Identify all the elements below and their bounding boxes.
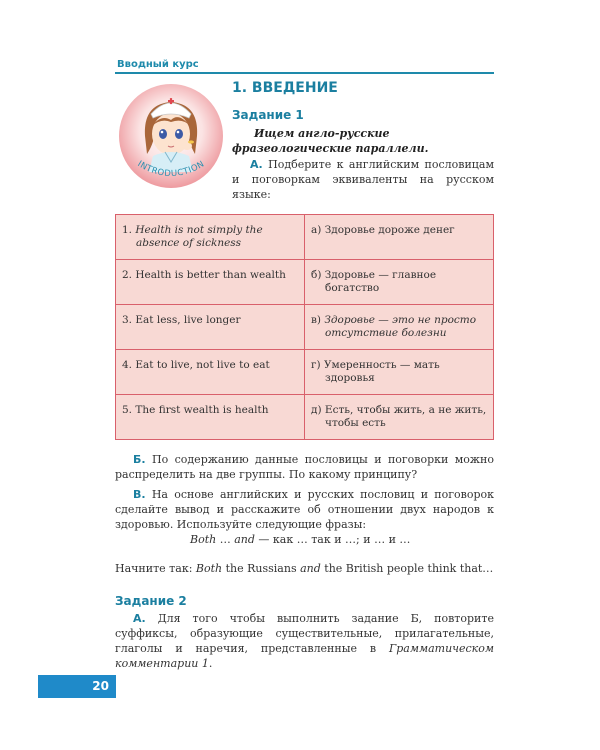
english-proverb-text: Eat to live, not live to eat	[135, 359, 270, 371]
start-prefix: Начните так:	[115, 562, 196, 575]
table-row	[116, 350, 494, 395]
russian-equivalent-text: Здоровье — это не просто отсутствие болезни	[324, 314, 477, 339]
task1-title: Задание 1	[232, 108, 304, 122]
phrase-and: and	[234, 533, 255, 546]
task2-end: .	[208, 657, 213, 670]
task2-ref: Грамматическом комментарии 1	[115, 642, 494, 670]
english-proverb-marker: 5.	[122, 404, 133, 416]
english-proverb-text: Health is not simply the absence of sickness	[135, 224, 263, 249]
running-head: Вводный курс	[117, 59, 199, 70]
english-proverb-text: Health is better than wealth	[135, 269, 286, 281]
russian-equivalent-marker: г)	[311, 359, 321, 371]
english-proverb-marker: 2.	[122, 269, 133, 281]
task1-part-a-text: Подберите к английским пословицам и поговоркам эквиваленты на русском языке:	[232, 158, 494, 201]
start-both: Both	[195, 562, 223, 575]
header-rule	[115, 72, 494, 74]
phrase-table	[115, 214, 494, 440]
english-proverb	[116, 305, 305, 350]
russian-equivalent-marker: б)	[311, 269, 322, 281]
task1-part-a-label: А.	[250, 158, 263, 171]
phrase-rest: — как … так и …; и … и …	[258, 533, 411, 546]
start-end: the British people think that…	[320, 562, 494, 575]
table-row	[116, 305, 494, 350]
russian-equivalent	[305, 215, 494, 260]
english-proverb-marker: 1.	[122, 224, 133, 236]
task2-label: А.	[133, 612, 146, 625]
english-proverb-marker: 3.	[122, 314, 133, 326]
task1-part-a	[232, 157, 494, 202]
table-row	[116, 395, 494, 440]
phrase-list: Both … and — как … так и …; и … и …	[190, 533, 411, 546]
english-proverb-text: Eat less, live longer	[135, 314, 241, 326]
part-b	[115, 452, 494, 482]
start-line	[115, 562, 495, 575]
task2-part-a	[115, 611, 494, 671]
part-b-label: Б.	[133, 453, 146, 466]
table-row	[116, 215, 494, 260]
phrase-both: Both	[190, 533, 217, 546]
russian-equivalent-marker: в)	[311, 314, 322, 326]
task1-intro: Ищем англо-русские фразеологические параллели.	[232, 127, 429, 155]
start-and: and	[300, 562, 321, 575]
russian-equivalent-text: Здоровье дороже денег	[324, 224, 455, 236]
russian-equivalent-text: Есть, чтобы жить, а не жить, чтобы есть	[324, 404, 487, 429]
english-proverb-marker: 4.	[122, 359, 133, 371]
start-mid: the Russians	[222, 562, 301, 575]
english-proverb	[116, 215, 305, 260]
part-b-text: По содержанию данные пословицы и поговорки можно распределить на две группы. По какому принципу?	[115, 453, 495, 481]
part-v-label: В.	[133, 488, 146, 501]
russian-equivalent-marker: д)	[311, 404, 322, 416]
nurse-girl-illustration	[117, 84, 225, 194]
russian-equivalent	[305, 260, 494, 305]
task2-title: Задание 2	[115, 594, 187, 608]
section-title: 1. ВВЕДЕНИЕ	[232, 80, 338, 96]
english-proverb	[116, 350, 305, 395]
illustration-caption: INTRODUCTION	[135, 159, 207, 180]
russian-equivalent-text: Здоровье — главное богатство	[324, 269, 437, 294]
task2-text: Для того чтобы выполнить задание Б, повторите суффиксы, образующие существительные, прилагательные, глаголы и наречия, представленные в	[115, 612, 494, 655]
english-proverb	[116, 260, 305, 305]
russian-equivalent-text: Умеренность — мать здоровья	[323, 359, 440, 384]
english-proverb	[116, 395, 305, 440]
part-v-text: На основе английских и русских пословиц и поговорок сделайте вывод и расскажите об отношении двух народов к здоровью. Используйте следующие фразы:	[115, 488, 495, 531]
russian-equivalent	[305, 395, 494, 440]
russian-equivalent	[305, 305, 494, 350]
table-row	[116, 260, 494, 305]
page-number: 20	[38, 675, 116, 698]
english-proverb-text: The first wealth is health	[135, 404, 269, 416]
russian-equivalent	[305, 350, 494, 395]
part-v	[115, 487, 494, 532]
russian-equivalent-marker: а)	[311, 224, 322, 236]
